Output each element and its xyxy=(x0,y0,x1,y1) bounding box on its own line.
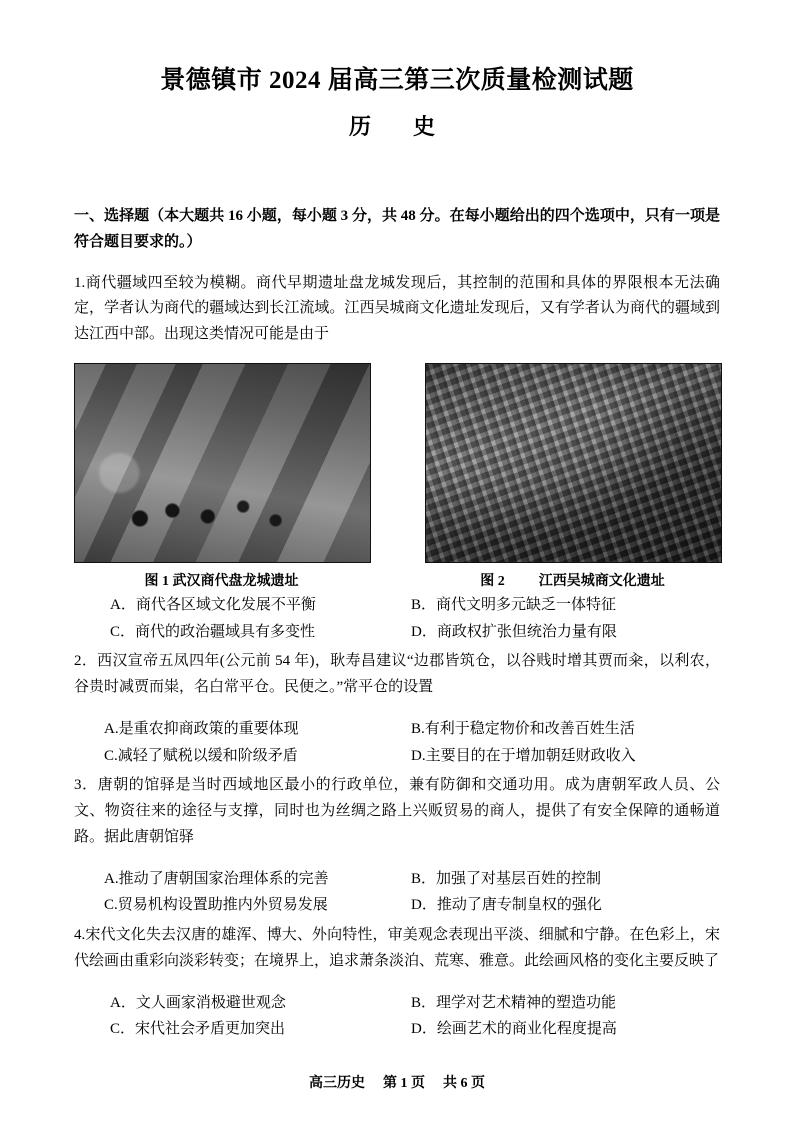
option-d[interactable]: D.主要目的在于增加朝廷财政收入 xyxy=(411,747,636,764)
footer-subject: 高三历史 xyxy=(309,1076,365,1091)
question-stem: 2．西汉宣帝五凤四年(公元前 54 年)，耿寿昌建议“边郡皆筑仓，以谷贱时增其贾而籴，以利农，谷贵时减贾而粜，名白常平仓。民便之。”常平仓的设置 xyxy=(74,653,720,696)
figure-2-caption-text: 江西吴城商文化遗址 xyxy=(538,573,665,589)
figure-group xyxy=(74,363,720,590)
option-b[interactable]: B．加强了对基层百姓的控制 xyxy=(411,870,602,887)
wucheng-site-photo xyxy=(425,363,722,563)
option-b[interactable]: B．理学对艺术精神的塑造功能 xyxy=(411,994,617,1011)
panlongcheng-site-photo xyxy=(74,363,371,563)
question-2-options xyxy=(74,716,720,769)
figure-1-caption: 图 1 武汉商代盘龙城遗址 xyxy=(144,573,299,589)
question-4 xyxy=(74,923,720,1043)
footer-page-number: 第 1 页 xyxy=(383,1076,425,1091)
option-a[interactable]: A．文人画家消极避世观念 xyxy=(110,994,286,1011)
figure-2-caption xyxy=(425,570,720,590)
question-3 xyxy=(74,773,720,919)
section-heading: 一、选择题（本大题共 16 小题，每小题 3 分，共 48 分。在每小题给出的四个选项中，只有一项是符合题目要求的。） xyxy=(74,208,720,251)
option-c[interactable]: C．商代的政治疆域具有多变性 xyxy=(110,623,316,640)
figure-1 xyxy=(74,363,369,590)
option-a[interactable]: A．商代各区域文化发展不平衡 xyxy=(110,596,316,613)
question-4-options xyxy=(74,990,720,1043)
figure-2 xyxy=(425,363,720,590)
option-c[interactable]: C．宋代社会矛盾更加突出 xyxy=(110,1021,286,1038)
question-2 xyxy=(74,649,720,769)
question-stem: 1.商代疆域四至较为模糊。商代早期遗址盘龙城发现后，其控制的范围和具体的界限根本无法确定，学者认为商代的疆域达到长江流域。江西吴城商文化遗址发现后，又有学者认为商代的疆域到达江西中部。出现这类情况可能是由于 xyxy=(74,274,720,343)
option-a[interactable]: A.是重农抑商政策的重要体现 xyxy=(104,720,299,737)
option-b[interactable]: B．商代文明多元缺乏一体特征 xyxy=(411,596,617,613)
page-footer xyxy=(0,1072,794,1092)
question-1-options xyxy=(74,592,720,645)
question-3-options xyxy=(74,866,720,919)
question-stem: 4.宋代文化失去汉唐的雄浑、博大、外向特性，审美观念表现出平淡、细腻和宁静。在色彩上，宋代绘画由重彩向淡彩转变；在境界上，追求萧条淡泊、荒寒、雅意。此绘画风格的变化主要反映了 xyxy=(74,927,720,969)
subject-title: 历 史 xyxy=(348,114,445,139)
option-a[interactable]: A.推动了唐朝国家治理体系的完善 xyxy=(104,870,329,887)
option-d[interactable]: D．绘画艺术的商业化程度提高 xyxy=(411,1021,617,1038)
option-d[interactable]: D．商政权扩张但统治力量有限 xyxy=(411,623,617,640)
option-b[interactable]: B.有利于稳定物价和改善百姓生活 xyxy=(411,720,635,737)
footer-total-pages: 共 6 页 xyxy=(443,1076,485,1091)
question-1 xyxy=(74,271,720,646)
option-c[interactable]: C.减轻了赋税以缓和阶级矛盾 xyxy=(104,747,298,764)
question-stem: 3．唐朝的馆驿是当时西域地区最小的行政单位，兼有防御和交通功用。成为唐朝军政人员、公文、物资往来的途径与支撑，同时也为丝绸之路上兴贩贸易的商人，提供了有安全保障的通畅道路。据此唐朝馆驿 xyxy=(74,777,720,845)
figure-2-caption-label: 图 2 xyxy=(480,573,505,589)
page-title: 景德镇市 2024 届高三第三次质量检测试题 xyxy=(160,67,634,94)
option-d[interactable]: D．推动了唐专制皇权的强化 xyxy=(411,897,602,914)
option-c[interactable]: C.贸易机构设置助推内外贸易发展 xyxy=(104,897,328,914)
